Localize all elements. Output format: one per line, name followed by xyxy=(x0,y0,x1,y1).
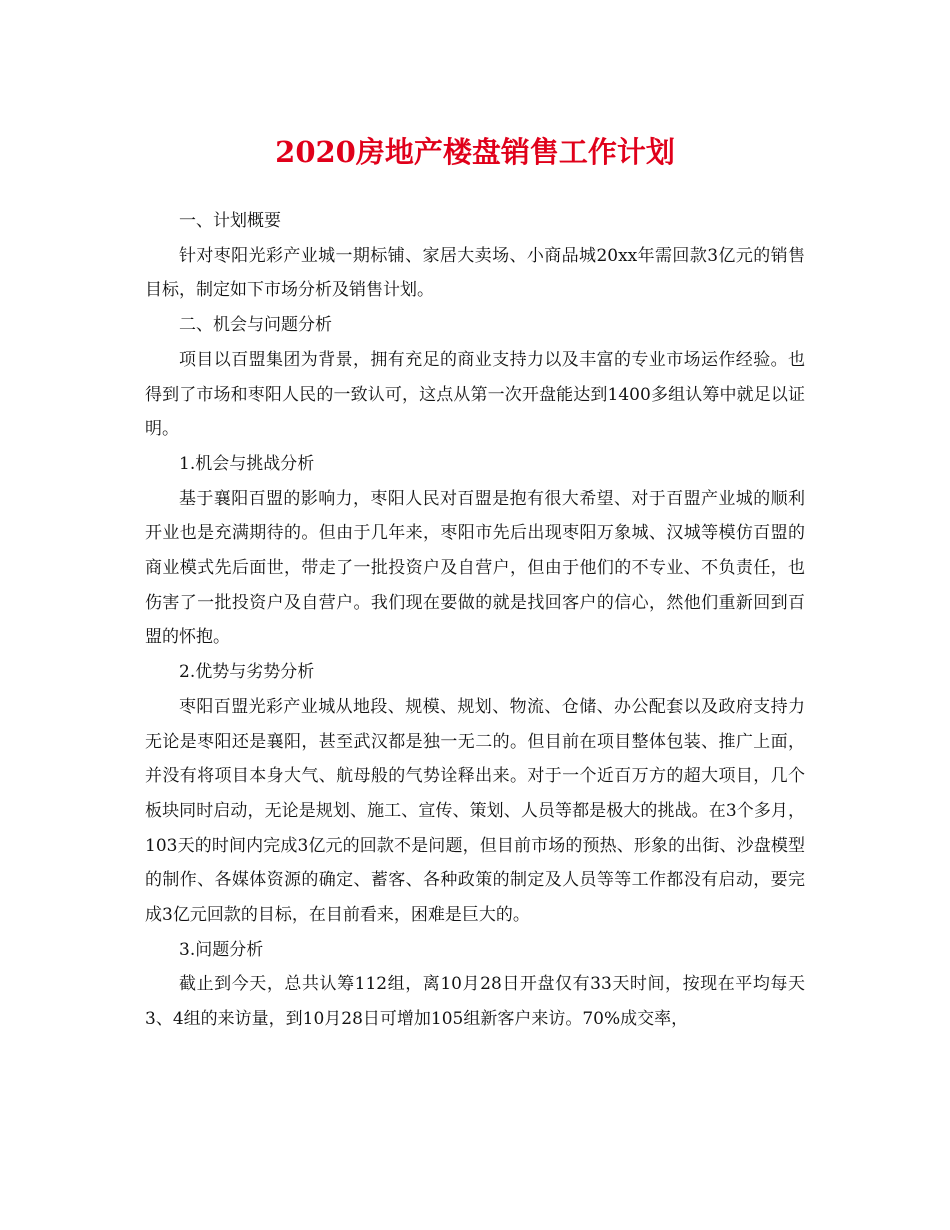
document-body xyxy=(145,204,805,1037)
paragraph-analysis: 项目以百盟集团为背景，拥有充足的商业支持力以及丰富的专业市场运作经验。也得到了市场和枣阳人民的一致认可，这点从第一次开盘能达到1400多组认筹中就足以证明。 xyxy=(145,349,805,440)
section-heading-analysis: 二、机会与问题分析 xyxy=(179,315,332,336)
document-title: 2020房地产楼盘销售工作计划 xyxy=(275,135,675,169)
subheading-opportunity: 1.机会与挑战分析 xyxy=(179,453,315,474)
paragraph-strengths: 枣阳百盟光彩产业城从地段、规模、规划、物流、仓储、办公配套以及政府支持力无论是枣阳还是襄阳，甚至武汉都是独一无二的。但目前在项目整体包装、推广上面，并没有将项目本身大气、航母般的气势诠释出来。对于一个近百万方的超大项目，几个板块同时启动，无论是规划、施工、宣传、策划、人员等都是极大的挑战。在3个多月，103天的时间内完成3亿元的回款不是问题，但目前市场的预热、形象的出街、沙盘模型的制作、各媒体资源的确定、蓄客、各种政策的制定及人员等等工作都没有启动，要完成3亿元回款的目标，在目前看来，困难是巨大的。 xyxy=(145,696,805,926)
subheading-problems: 3.问题分析 xyxy=(179,939,264,960)
section-heading-overview: 一、计划概要 xyxy=(179,211,281,231)
paragraph-overview: 针对枣阳光彩产业城一期标铺、家居大卖场、小商品城20xx年需回款3亿元的销售目标，制定如下市场分析及销售计划。 xyxy=(145,245,805,301)
paragraph-problems: 截止到今天，总共认筹112组，离10月28日开盘仅有33天时间，按现在平均每天3、4组的来访量，到10月28日可增加105组新客户来访。70%成交率， xyxy=(145,974,805,1030)
paragraph-opportunity: 基于襄阳百盟的影响力，枣阳人民对百盟是抱有很大希望、对于百盟产业城的顺利开业也是充满期待的。但由于几年来，枣阳市先后出现枣阳万象城、汉城等模仿百盟的商业模式先后面世，带走了一批投资户及自营户，但由于他们的不专业、不负责任，也伤害了一批投资户及自营户。我们现在要做的就是找回客户的信心，然他们重新回到百盟的怀抱。 xyxy=(145,488,805,648)
subheading-strengths: 2.优势与劣势分析 xyxy=(179,662,315,683)
